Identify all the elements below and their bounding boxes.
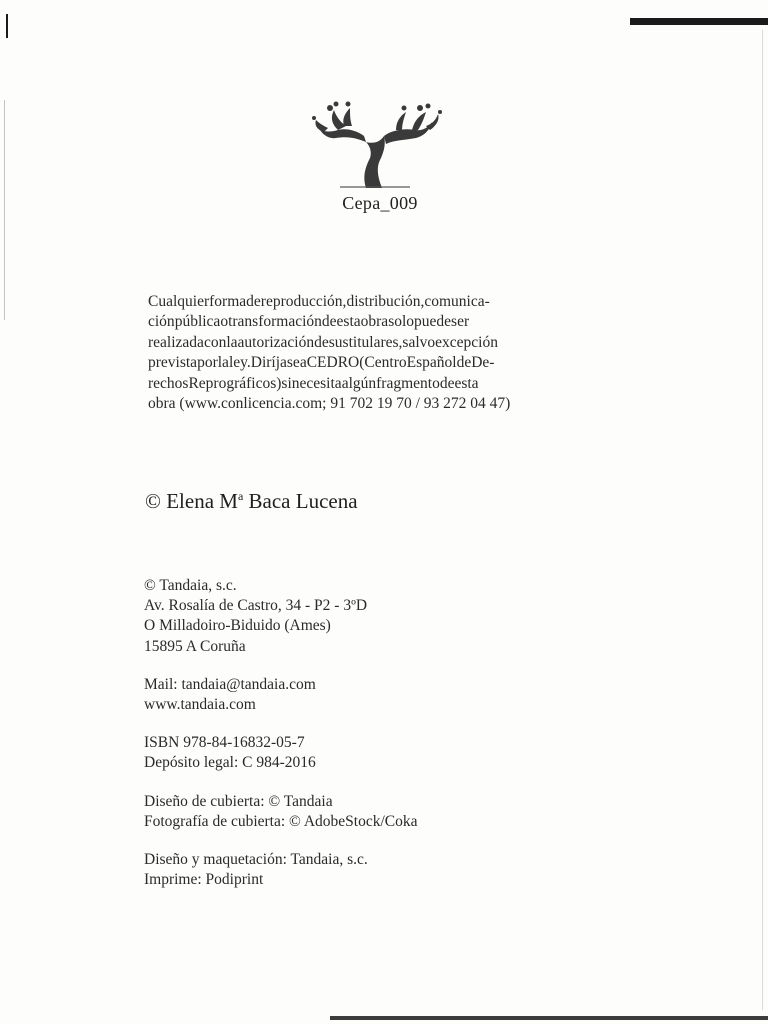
author-superscript: a [237,489,244,503]
collection-label: Cepa_009 [342,193,418,213]
imprint-block [144,576,564,890]
scan-mark-bottom [330,1016,768,1020]
author-prefix: © Elena M [145,489,238,513]
notice-line: obra (www.conlicencia.com; 91 702 19 70 / 93 272 04 47) [148,395,511,413]
author-copyright [145,489,358,514]
publisher-address-line: O Milladoiro-Biduido (Ames) [144,617,331,635]
notice-line: Cualquierformadereproducción,distribución,comunica- [148,293,490,310]
layout-credit: Diseño y maquetación: Tandaia, s.c. [144,851,368,869]
scan-mark-left-line [4,100,5,320]
notice-line: previstaporlaley.DiríjaseaCEDRO(CentroEspañoldeDe- [148,354,495,372]
deposito-legal: Depósito legal: C 984-2016 [144,754,316,772]
contact-mail: Mail: tandaia@tandaia.com [144,675,316,693]
scan-mark-left [6,14,8,38]
notice-line: realizadaconlaautorizacióndesustitulares,salvoexcepción [148,333,498,351]
copyright-notice [148,292,610,414]
vine-logo-icon [300,96,450,190]
printer-credit: Imprime: Podiprint [144,871,264,889]
contact-web: www.tandaia.com [144,696,256,714]
isbn: ISBN 978-84-16832-05-7 [144,734,305,752]
notice-line: ciónpúblicaotransformacióndeestaobrasolopuedeser [148,313,470,331]
scan-mark-top-right [630,18,768,25]
cover-photo-credit: Fotografía de cubierta: © AdobeStock/Coka [144,812,418,830]
cover-design-credit: Diseño de cubierta: © Tandaia [144,792,333,810]
scan-mark-right-line [762,30,763,1010]
publisher-name: © Tandaia, s.c. [144,577,237,594]
notice-line: rechosReprográficos)sinecesitaalgúnfragmentodeesta [148,374,479,392]
publisher-address-line: Av. Rosalía de Castro, 34 - P2 - 3ºD [144,597,368,615]
publisher-address-line: 15895 A Coruña [144,637,246,655]
author-suffix: Baca Lucena [243,489,358,513]
